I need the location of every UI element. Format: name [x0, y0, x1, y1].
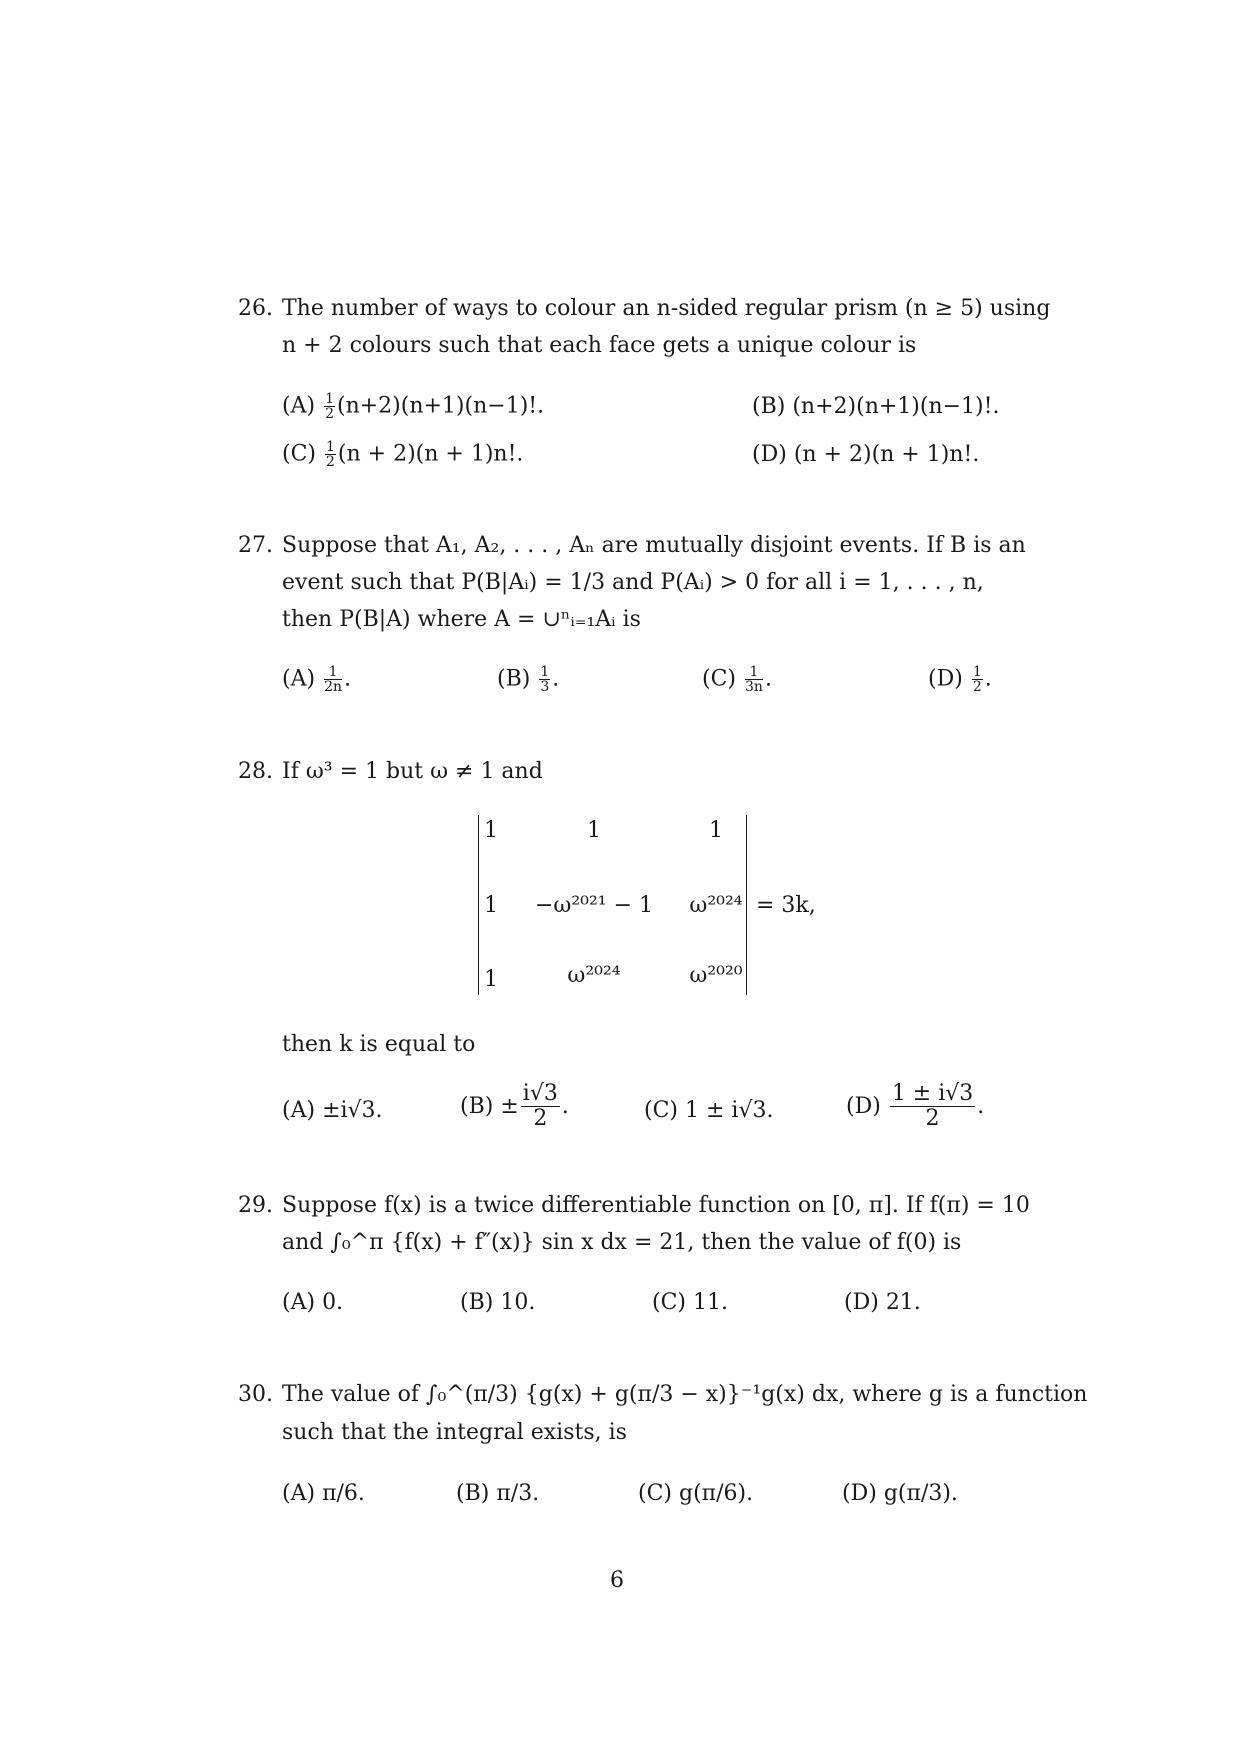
- question-text-line: and ∫₀^π {f(x) + f″(x)} sin x dx = 21, then the value of f(0) is: [282, 1230, 962, 1255]
- determinant-rhs: = 3k,: [756, 893, 816, 918]
- option-label: (A): [282, 666, 316, 692]
- question-text-line: then P(B|A) where A = ∪ⁿᵢ₌₁Aᵢ is: [282, 607, 641, 632]
- option-c: [282, 440, 523, 469]
- option-label: (B): [497, 666, 531, 692]
- matrix-cell: ω²⁰²⁰: [689, 963, 743, 988]
- question-number: 28.: [238, 759, 273, 784]
- option-label: (C): [702, 666, 736, 692]
- matrix-cell: ω²⁰²⁴: [567, 963, 621, 988]
- option-label: (D): [842, 1481, 877, 1506]
- option-a: [282, 1481, 365, 1506]
- option-label: (B): [752, 394, 786, 419]
- fraction: $\frac{1}{3n}$: [745, 664, 763, 695]
- option-c: [644, 1098, 773, 1123]
- matrix-cell: 1: [709, 818, 723, 843]
- option-d: [842, 1481, 958, 1506]
- matrix-cell: 1: [484, 967, 498, 992]
- option-b: [460, 1290, 535, 1315]
- option-text: g(π/6).: [679, 1481, 754, 1506]
- fraction: $\frac{i√3}{2}$: [522, 1081, 558, 1131]
- page-number: 6: [610, 1568, 624, 1593]
- option-text: (n + 2)(n + 1)n!.: [337, 441, 524, 467]
- question-text-line: such that the integral exists, is: [282, 1420, 627, 1445]
- option-text: 0.: [322, 1290, 344, 1315]
- question-number: 26.: [238, 296, 273, 321]
- fraction: $\frac{1}{2}$: [325, 391, 334, 422]
- fraction: $\frac{1 \pm i√3}{2}$: [891, 1081, 974, 1131]
- option-text: (n + 2)(n + 1)n!.: [793, 442, 980, 467]
- question-text-line: The value of ∫₀^(π/3) {g(x) + g(π/3 − x)}⁻¹g(x) dx, where g is a function: [282, 1382, 1088, 1407]
- option-label: (C): [282, 441, 316, 467]
- option-b: (B) ± $\frac{i√3}{2}$ .: [460, 1081, 569, 1131]
- question-text-line: Suppose that A₁, A₂, . . . , Aₙ are mutually disjoint events. If B is an: [282, 533, 1026, 558]
- option-a: (A) $\frac{1}{2n}$ .: [282, 664, 351, 695]
- option-a: [282, 392, 544, 421]
- option-d: (D) $\frac{1}{2}$ .: [928, 664, 992, 695]
- option-label: (D): [846, 1094, 881, 1119]
- option-text: g(π/3).: [883, 1481, 958, 1506]
- option-text: (n+2)(n+1)(n−1)!.: [792, 394, 1000, 419]
- option-d: [844, 1290, 921, 1315]
- matrix-cell: 1: [587, 818, 601, 843]
- option-text: 11.: [693, 1290, 728, 1315]
- option-text: π/3.: [496, 1481, 540, 1506]
- option-label: (A): [282, 1098, 316, 1123]
- matrix-cell: 1: [484, 893, 498, 918]
- option-text: ±: [500, 1094, 519, 1119]
- option-label: (A): [282, 393, 316, 419]
- option-b: (B) $\frac{1}{3}$ .: [497, 664, 560, 695]
- question-text-line: If ω³ = 1 but ω ≠ 1 and: [282, 759, 543, 784]
- option-b: [456, 1481, 539, 1506]
- option-label: (C): [652, 1290, 686, 1315]
- question-text-line: The number of ways to colour an n-sided regular prism (n ≥ 5) using: [282, 296, 1051, 321]
- option-c: [652, 1290, 728, 1315]
- option-d: (D) $\frac{1 \pm i√3}{2}$ .: [846, 1081, 985, 1131]
- option-text: 21.: [885, 1290, 921, 1315]
- option-a: [282, 1098, 383, 1123]
- option-label: (A): [282, 1290, 316, 1315]
- option-label: (D): [844, 1290, 879, 1315]
- option-label: (C): [644, 1098, 678, 1123]
- option-text: (n+2)(n+1)(n−1)!.: [336, 393, 545, 419]
- matrix-cell: −ω²⁰²¹ − 1: [534, 893, 654, 918]
- option-label: (D): [928, 666, 963, 692]
- fraction: $\frac{1}{3}$: [540, 664, 550, 695]
- matrix-cell: 1: [484, 818, 498, 843]
- option-c: [638, 1481, 753, 1506]
- determinant-left-bar: [478, 815, 479, 995]
- question-text-line: Suppose f(x) is a twice differentiable function on [0, π]. If f(π) = 10: [282, 1193, 1030, 1218]
- option-d: [752, 442, 979, 467]
- option-label: (B): [456, 1481, 490, 1506]
- question-text-line: then k is equal to: [282, 1032, 476, 1057]
- option-label: (A): [282, 1481, 316, 1506]
- option-label: (D): [752, 442, 787, 467]
- question-text-line: n + 2 colours such that each face gets a unique colour is: [282, 333, 917, 358]
- fraction: $\frac{1}{2}$: [326, 439, 335, 470]
- fraction: $\frac{1}{2}$: [972, 664, 982, 695]
- option-c: (C) $\frac{1}{3n}$ .: [702, 664, 772, 695]
- option-text: 1 ± i√3.: [685, 1098, 774, 1123]
- matrix-cell: ω²⁰²⁴: [689, 893, 743, 918]
- option-b: [752, 394, 999, 419]
- option-label: (B): [460, 1094, 494, 1119]
- question-text-line: event such that P(B|Aᵢ) = 1/3 and P(Aᵢ) > 0 for all i = 1, . . . , n,: [282, 570, 984, 595]
- option-text: 10.: [500, 1290, 536, 1315]
- option-label: (B): [460, 1290, 494, 1315]
- option-text: π/6.: [322, 1481, 365, 1506]
- fraction: $\frac{1}{2n}$: [324, 664, 342, 695]
- question-number: 30.: [238, 1382, 273, 1407]
- option-label: (C): [638, 1481, 672, 1506]
- option-text: ±i√3.: [322, 1098, 383, 1123]
- option-a: [282, 1290, 343, 1315]
- question-number: 29.: [238, 1193, 273, 1218]
- question-number: 27.: [238, 533, 273, 558]
